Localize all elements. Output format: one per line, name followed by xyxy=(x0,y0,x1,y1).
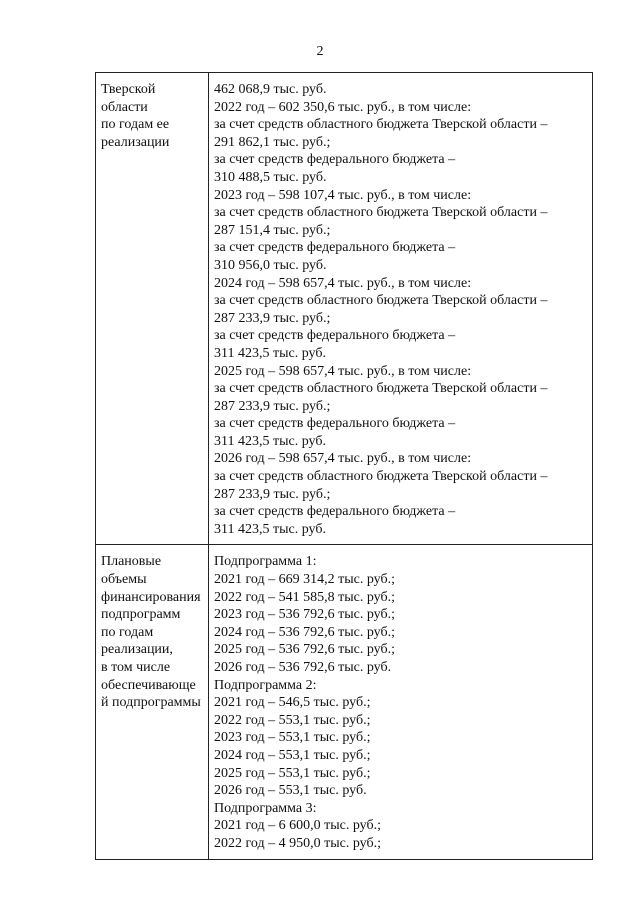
row-value-cell xyxy=(209,73,593,545)
funding-line: 2024 год – 553,1 тыс. руб.; xyxy=(214,747,371,763)
funding-line: за счет средств федерального бюджета – xyxy=(214,240,456,256)
funding-line: 287 233,9 тыс. руб.; xyxy=(214,398,331,414)
table-row-region-funding xyxy=(96,73,593,545)
funding-line: 2022 год – 602 350,6 тыс. руб., в том числе: xyxy=(214,99,472,115)
funding-line: 2024 год – 536 792,6 тыс. руб.; xyxy=(214,624,395,640)
row-label-cell xyxy=(96,545,209,859)
funding-line: 2026 год – 553,1 тыс. руб. xyxy=(214,783,367,799)
row-value-cell xyxy=(209,545,593,859)
funding-line: 311 423,5 тыс. руб. xyxy=(214,433,326,449)
label-line: по годам xyxy=(101,624,154,640)
label-line: области xyxy=(101,99,148,115)
label-line: подпрограмм xyxy=(101,607,181,623)
funding-line: 311 423,5 тыс. руб. xyxy=(214,521,326,537)
label-line: по годам ее xyxy=(101,117,170,133)
funding-line: за счет средств областного бюджета Тверской области – xyxy=(214,117,548,133)
funding-line: 2023 год – 536 792,6 тыс. руб.; xyxy=(214,607,395,623)
funding-line: 462 068,9 тыс. руб. xyxy=(214,82,327,97)
page-number: 2 xyxy=(316,44,324,59)
label-line: реализации, xyxy=(101,642,173,658)
funding-line: Подпрограмма 2: xyxy=(214,677,317,693)
row-label-cell xyxy=(96,73,209,545)
label-line: в том числе xyxy=(101,660,171,675)
funding-line: Подпрограмма 1: xyxy=(214,554,317,570)
funding-line: 287 233,9 тыс. руб.; xyxy=(214,486,331,502)
funding-line: 2021 год – 669 314,2 тыс. руб.; xyxy=(214,572,395,588)
funding-line: 311 423,5 тыс. руб. xyxy=(214,345,326,361)
funding-line: за счет средств областного бюджета Тверской области – xyxy=(214,381,548,397)
funding-line: 287 151,4 тыс. руб.; xyxy=(214,222,331,238)
funding-line: за счет средств областного бюджета Тверской области – xyxy=(214,293,548,309)
funding-line: 2024 год – 598 657,4 тыс. руб., в том числе: xyxy=(214,275,472,291)
label-line: финансирования xyxy=(101,589,201,605)
funding-line: 310 956,0 тыс. руб. xyxy=(214,257,327,273)
funding-line: 2021 год – 6 600,0 тыс. руб.; xyxy=(214,818,381,834)
funding-line: за счет средств федерального бюджета – xyxy=(214,328,456,344)
funding-line: 2022 год – 541 585,8 тыс. руб.; xyxy=(214,589,395,605)
label-line: Тверской xyxy=(101,82,156,97)
funding-line: 310 488,5 тыс. руб. xyxy=(214,169,327,185)
funding-line: 2025 год – 553,1 тыс. руб.; xyxy=(214,765,371,781)
funding-line: 2022 год – 553,1 тыс. руб.; xyxy=(214,712,371,728)
funding-line: 2022 год – 4 950,0 тыс. руб.; xyxy=(214,835,381,851)
funding-line: 291 862,1 тыс. руб.; xyxy=(214,134,331,150)
program-passport-table xyxy=(95,72,593,860)
label-line: реализации xyxy=(101,134,170,150)
funding-line: 2023 год – 598 107,4 тыс. руб., в том числе: xyxy=(214,187,472,203)
funding-line: 2026 год – 536 792,6 тыс. руб. xyxy=(214,660,392,675)
funding-line: за счет средств областного бюджета Тверской области – xyxy=(214,205,548,221)
funding-line: за счет средств федерального бюджета – xyxy=(214,504,456,520)
funding-line: 2025 год – 598 657,4 тыс. руб., в том числе: xyxy=(214,363,472,379)
funding-line: 287 233,9 тыс. руб.; xyxy=(214,310,331,326)
funding-line: 2023 год – 553,1 тыс. руб.; xyxy=(214,730,371,746)
funding-line: за счет средств областного бюджета Тверской области – xyxy=(214,469,548,485)
label-line: Плановые xyxy=(101,554,162,570)
funding-line: Подпрограмма 3: xyxy=(214,800,317,816)
funding-line: 2025 год – 536 792,6 тыс. руб.; xyxy=(214,642,395,658)
funding-line: за счет средств федерального бюджета – xyxy=(214,416,456,432)
funding-line: за счет средств федерального бюджета – xyxy=(214,152,456,168)
label-line: обеспечивающе xyxy=(101,677,196,693)
funding-line: 2021 год – 546,5 тыс. руб.; xyxy=(214,695,371,711)
funding-line: 2026 год – 598 657,4 тыс. руб., в том числе: xyxy=(214,451,472,467)
label-line: й подпрограммы xyxy=(101,695,201,711)
table-row-subprogram-funding xyxy=(96,545,593,859)
label-line: объемы xyxy=(101,572,147,588)
